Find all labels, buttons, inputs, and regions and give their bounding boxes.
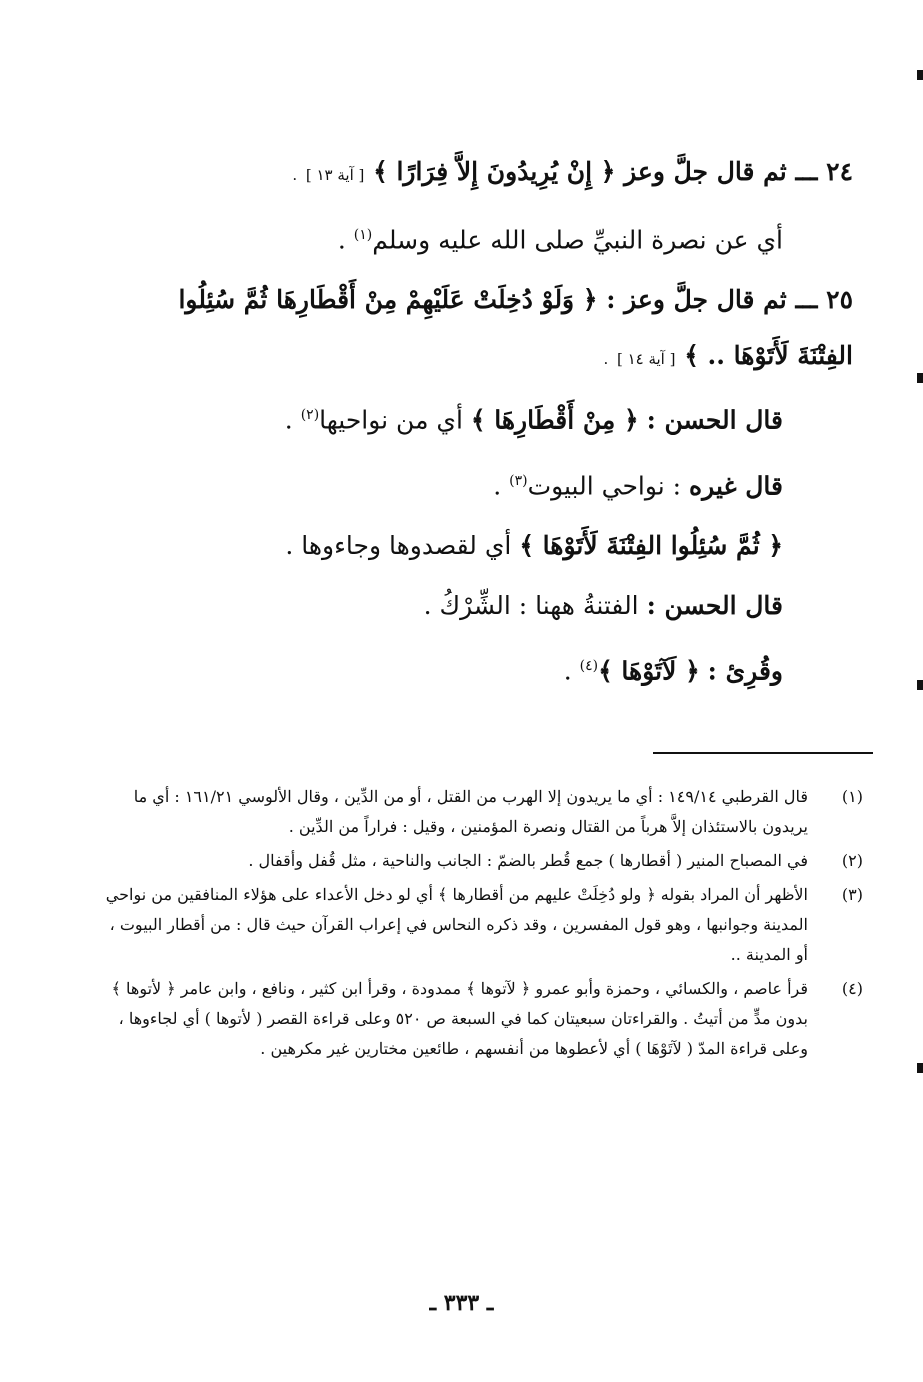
scan-edge-mark: [917, 373, 923, 383]
item-number: ٢٤: [826, 157, 853, 186]
explanation-text: الفتنةُ ههنا : الشِّرْكُ .: [423, 590, 639, 620]
main-text: [178, 142, 853, 701]
footnote-text: قال القرطبي ١٤٩/١٤ : أي ما يريدون إلا الهرب من القتل ، أو من الدِّين ، وقال الألوسي ١٦١/٢١ : أي ما يريدون بالاستئذان إلاَّ هرباً من القتال ونصرة المؤمنين ، وقيل : فراراً من الدِّين .: [133, 787, 808, 836]
hasan-quote-1: [193, 385, 853, 450]
item-number: ٢٥: [826, 285, 853, 315]
footnote-marker-3: (٣): [509, 472, 528, 489]
explanation-text: أي لقصدوها وجاءوها .: [285, 530, 512, 560]
item-25: [178, 270, 853, 330]
period: .: [292, 166, 298, 184]
item-intro: ـــ ثم قال جلَّ وعز :: [606, 285, 818, 315]
footnote-1: [103, 782, 863, 842]
footnote-2: [103, 846, 863, 876]
hasan-quote-2: [193, 576, 853, 636]
item-intro: ـــ ثم قال جلَّ وعز: [624, 157, 818, 186]
quran-verse-part-2: الفِتْنَةَ لَأَتَوْهَا .. ﴾: [684, 341, 853, 371]
verse-reference: [ آية ١٤ ]: [616, 350, 676, 369]
scan-edge-mark: [917, 70, 923, 80]
footnote-number: (٣): [841, 885, 863, 904]
period: .: [493, 470, 502, 500]
footnotes: [103, 782, 863, 1068]
period: .: [603, 350, 609, 369]
footnote-text: الأظهر أن المراد بقوله ﴿ ولو دُخِلَتْ عليهم من أقطارها ﴾ أي لو دخل الأعداء على هؤلاء المنافقين من نواحي المدينة وجوانبها ، وهو قول المفسرين ، وقد ذكره النحاس في إعراب القرآن حيث قال : من أقطار البيوت ، أو المدينة ..: [105, 885, 808, 964]
footnote-number: (٤): [841, 979, 863, 998]
period: .: [563, 656, 572, 686]
item-25-continuation: [193, 330, 853, 385]
footnote-3: [103, 880, 863, 970]
page-number: ـ ٣٣٣ ـ: [429, 1290, 494, 1316]
footnote-number: (١): [841, 787, 863, 806]
footnote-number: (٢): [841, 851, 863, 870]
explanation-text: أي عن نصرة النبيِّ صلى الله عليه وسلم: [372, 225, 783, 255]
footnote-divider: [653, 752, 873, 754]
quran-verse-part-1: ﴿ وَلَوْ دُخِلَتْ عَلَيْهِمْ مِنْ أَقْطَارِهَا ثُمَّ سُئِلُوا: [178, 285, 598, 315]
scan-edge-mark: [917, 1063, 923, 1073]
quran-phrase: ﴿ مِنْ أَقْطَارِهَا ﴾: [470, 405, 639, 435]
speaker: قال الحسن :: [646, 590, 783, 620]
footnote-marker-4: (٤): [579, 657, 599, 674]
footnote-text: قرأ عاصم ، والكسائي ، وحمزة وأبو عمرو ﴿ لآتوها ﴾ ممدودة ، وقرأ ابن كثير ، ونافع ، وابن عامر ﴿ لأتوها ﴾ بدون مدٍّ من أتيتُ . والقراءتان سبعيتان كما في السبعة ص ٥٢٠ وعلى قراءة القصر ( لأتوها ) أي لجاءوها ، وعلى قراءة المدّ ( لآتَوْهَا ) أي لأعطوها من أنفسهم ، طائعين مختارين غير مكرهين .: [111, 979, 808, 1058]
scan-edge-mark: [917, 680, 923, 690]
footnote-4: [103, 974, 863, 1064]
speaker: قال الحسن :: [646, 405, 783, 435]
quran-phrase: ﴿ لَآتَوْهَا ﴾: [598, 656, 700, 686]
item-24: [193, 142, 853, 205]
speaker: قال غيره: [689, 470, 783, 500]
quran-phrase: ﴿ ثُمَّ سُئِلُوا الفِتْنَةَ لَأَتَوْهَا ﴾: [519, 530, 783, 560]
explanation-text: : نواحي البيوت: [527, 470, 682, 500]
footnote-marker-2: (٢): [300, 407, 320, 424]
reading-line: [193, 636, 853, 701]
quran-verse: ﴿ إِنْ يُرِيدُونَ إِلاَّ فِرَارًا ﴾: [373, 157, 616, 186]
item-24-explanation: [193, 205, 853, 270]
speaker: وقُرِئ :: [707, 656, 783, 686]
verse-reference: [ آية ١٣ ]: [305, 166, 365, 184]
other-quote: [193, 451, 853, 516]
then-asked-line: [193, 516, 853, 576]
period: .: [337, 225, 346, 255]
footnote-marker-1: (١): [353, 227, 373, 243]
period: .: [284, 405, 293, 435]
footnote-text: في المصباح المنير ( أقطارها ) جمع قُطر بالضمّ : الجانب والناحية ، مثل قُفل وأقفال .: [248, 851, 808, 870]
explanation-text: أي من نواحيها: [319, 405, 463, 435]
